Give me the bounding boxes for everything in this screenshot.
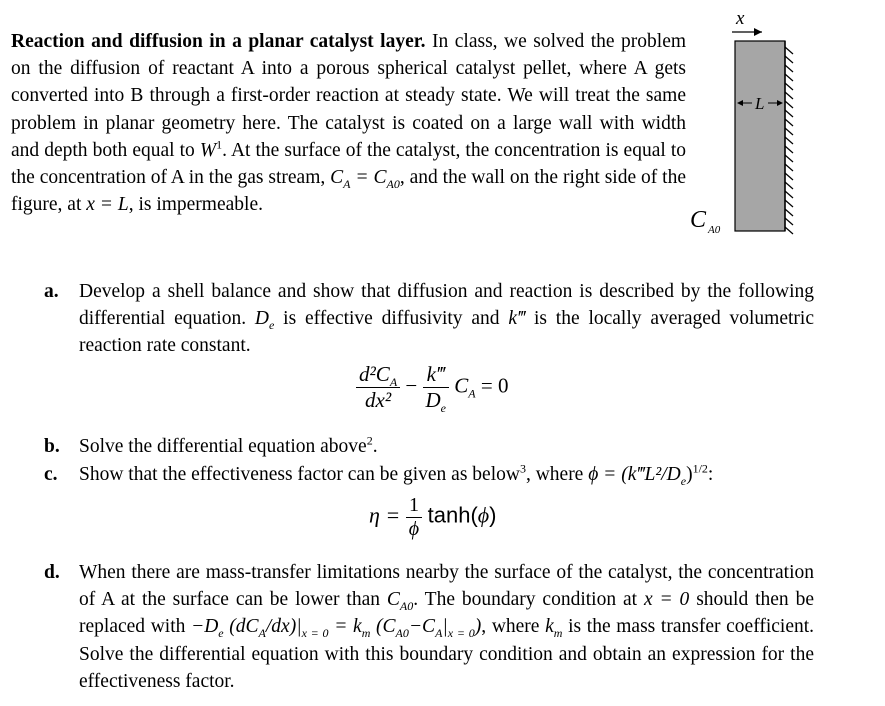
question-d-text: When there are mass-transfer limitations nearby the surface of the catalyst, the concentration of A at the surface can be lower than $C_{A0}$. The boundary condition at x = 0 should then be replaced with $-D_e$ $(dC_A/dx)|_{x = 0} = k_m$ $(C_{A0}-C_A|_{x = 0})$, where $k_m$ is the mass transfer coefficient. Solve the differential equation with this boundary condition and obtain an expression for the effectiveness factor. (79, 562, 815, 692)
wall-hatching (785, 47, 793, 234)
effectiveness-equation: η = $\frac{1}{\phi}$ tanh(ϕ) (369, 494, 497, 540)
question-a (44, 278, 814, 360)
question-b-text: Solve the differential equation above$^2$. (79, 433, 378, 457)
footnote-1: 1 (216, 137, 223, 152)
hatch-line (785, 218, 793, 225)
CA0-label: C (690, 207, 707, 233)
CA0-subscript: A0 (708, 224, 721, 236)
hatch-line (785, 74, 793, 81)
hatch-line (785, 83, 793, 90)
question-c (44, 461, 814, 488)
wall-diagram (690, 5, 880, 255)
boundary-condition: $C_A = C_{A0}$ (330, 167, 400, 191)
intro-text-2: . At the surface of the catalyst, the concentration is equal to the concentration of A in the gas stream, (11, 139, 686, 189)
question-b (44, 433, 814, 460)
intro-paragraph (11, 28, 686, 218)
hatch-line (785, 119, 793, 126)
question-a-label: a. (44, 281, 59, 302)
hatch-line (785, 209, 793, 216)
hatch-line (785, 155, 793, 162)
x-axis-label: x (736, 8, 745, 29)
catalyst-layer (735, 41, 785, 231)
intro-text-3: , and the wall on the right side of the figure, at (11, 167, 686, 216)
hatch-line (785, 146, 793, 153)
question-d-label: d. (44, 562, 60, 583)
question-c-text: Show that the effectiveness factor can be given as below$^3$, where $\phi = (k‴L^2/D_e)^{1/2}$: (79, 461, 714, 488)
hatch-line (785, 65, 793, 72)
hatch-line (785, 191, 793, 198)
width-symbol: W (199, 139, 217, 161)
intro-text-4: , is impermeable. (128, 194, 263, 216)
hatch-line (785, 92, 793, 99)
hatch-line (785, 200, 793, 207)
hatch-line (785, 128, 793, 135)
hatch-line (785, 47, 793, 54)
L-label: L (755, 94, 765, 113)
hatch-line (785, 164, 793, 171)
hatch-line (785, 227, 793, 234)
catalyst-wall-figure (690, 5, 880, 255)
hatch-line (785, 137, 793, 144)
hatch-line (785, 182, 793, 189)
hatch-line (785, 110, 793, 117)
hatch-line (785, 56, 793, 63)
question-c-label: c. (44, 464, 58, 485)
x-arrow-head (754, 28, 762, 36)
differential-equation: $\frac{d^2C_A}{\text{dx²}}$ − $\frac{k‴}{D_e}$ $C_A = 0$ (356, 362, 508, 413)
hatch-line (785, 101, 793, 108)
hatch-line (785, 173, 793, 180)
question-a-text: Develop a shell balance and show that diffusion and reaction is described by the following differential equation. $D_e$ is effective diffusivity and k‴ is the locally averaged volumetric reaction rate constant. (79, 281, 814, 357)
intro-text-1: In class, we solved the problem on the diffusion of reactant A into a porous spherical catalyst pellet, where A gets converted into B through a first-order reaction at steady state. We will treat the same problem in planar geometry here. The catalyst is coated on a large wall with width and depth both equal to (11, 31, 687, 161)
question-b-label: b. (44, 436, 60, 457)
problem-title: Reaction and diffusion in a planar catalyst layer. (11, 31, 426, 52)
x-equals-L: x = L (86, 194, 129, 216)
question-d (44, 559, 814, 695)
